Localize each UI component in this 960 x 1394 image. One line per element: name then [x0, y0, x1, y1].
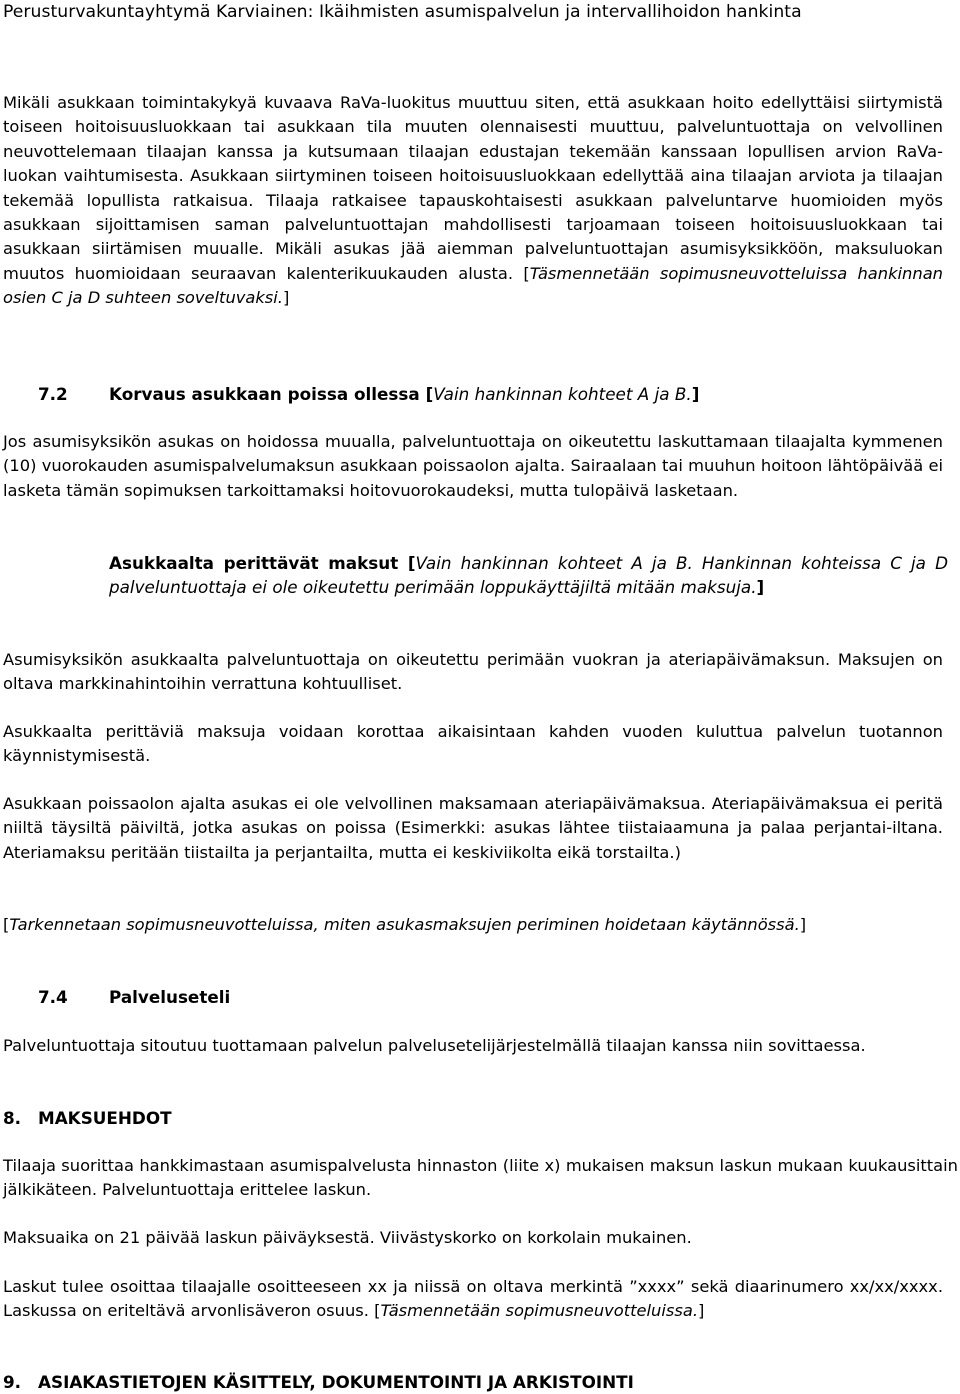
section-heading-7-2	[38, 382, 948, 406]
paragraph-text: Asukkaan poissaolon ajalta asukas ei ole velvollinen maksamaan ateriapäivämaksua. Ateriapäivämaksua ei peritä niiltä täysiltä päiviltä, jotka asukas on poissa (Esimerkki: asukas lähtee tiistaiaamuna ja palaa perjantai-iltana. Ateriamaksu peritään tiistailta ja perjantailta, mutta ei keskiviikolta eikä torstailta.)	[3, 794, 943, 862]
section-heading-7-4	[38, 985, 948, 1009]
paragraph-absence-compensation	[3, 430, 943, 503]
section-title-italic: Vain hankinnan kohteet A ja B.	[433, 384, 692, 404]
bracket-open: [	[3, 915, 10, 934]
bracket-close: ]	[756, 577, 765, 598]
section-title: Asukkaalta perittävät maksut [	[109, 553, 416, 573]
header-title: Perusturvakuntayhtymä Karviainen: Ikäihmisten asumispalvelun ja intervallihoidon hankinta	[3, 2, 802, 22]
bracket-close: ]	[283, 288, 290, 308]
paragraph-payment-terms	[3, 1154, 958, 1203]
paragraph-text: Mikäli asukkaan toimintakykyä kuvaava RaVa-luokitus muuttuu siten, että asukkaan hoito edellyttäisi siirtymistä toiseen hoitoisuusluokkaan tai asukkaan tila muuten olennaisesti muuttuu, palveluntuottaja on velvollinen neuvottelemaan tilaajan kanssa ja kutsumaan tilaajan edustajan tekemään kanssaan lopullisen arvion RaVa-luokan vaihtumisesta. Asukkaan siirtyminen toiseen hoitoisuusluokkaan edellyttää aina tilaajan arviota ja tilaajan tekemää lopullista ratkaisua. Tilaaja ratkaisee tapauskohtaisesti asukkaan palveluntarve huomioiden myös asukkaan sijoittamisen saman palveluntuottajan mahdollisesti tarjoamaan toiseen hoitoisuusluokkaan tai asukkaan siirtämisen muualle. Mikäli asukas jää aiemman palveluntuottajan asumisyksikköön, maksuluokan muutos huomioidaan seuraavan kalenterikuukauden alusta. [	[3, 93, 943, 283]
bracket-close: ]	[698, 1301, 705, 1321]
paragraph-text: Asumisyksikön asukkaalta palveluntuottaja on oikeutettu perimään vuokran ja ateriapäivämaksun. Maksujen on oltava markkinahintoihin verrattuna kohtuulliset.	[3, 650, 943, 694]
paragraph-invoice-address	[3, 1275, 943, 1324]
paragraph-text: Tilaaja suorittaa hankkimastaan asumispalvelusta hinnaston (liite x) mukaisen maksun laskun mukaan kuukausittain jälkikäteen. Palveluntuottaja erittelee laskun.	[3, 1156, 958, 1200]
paragraph-payment-time	[3, 1226, 943, 1250]
section-title: MAKSUEHDOT	[38, 1108, 172, 1128]
document-header	[3, 2, 955, 22]
paragraph-fee-increase	[3, 720, 943, 769]
paragraph-text: Laskut tulee osoittaa tilaajalle osoitteeseen xx ja niissä on oltava merkintä ”xxxx” sekä diaarinumero xx/xx/xxxx. Laskussa on eriteltävä arvonlisäveron osuus. [	[3, 1277, 943, 1321]
section-title-italic: Vain hankinnan kohteet A ja B. Hankinnan kohteissa C ja D palveluntuottaja ei ole oikeutettu perimään loppukäyttäjiltä mitään maksuja.	[109, 553, 948, 598]
section-number	[38, 551, 109, 575]
section-title: Korvaus asukkaan poissa ollessa [	[109, 384, 434, 404]
section-number: 7.4	[38, 987, 68, 1007]
paragraph-text: Jos asumisyksikön asukas on hoidossa muualla, palveluntuottaja on oikeutettu laskuttamaan tilaajalta kymmenen (10) vuorokauden asumispalvelumaksun asukkaan poissaolon ajalta. Sairaalaan tai muuhun hoitoon lähtöpäivää ei lasketa tämän sopimuksen tarkoittamaksi hoitovuorokaudeksi, mutta tulopäivä lasketaan.	[3, 432, 943, 500]
paragraph-italic-note: Tarkennetaan sopimusneuvotteluissa, miten asukasmaksujen periminen hoidetaan käytännössä.	[9, 915, 800, 934]
section-heading-8	[3, 1106, 913, 1130]
bracket-close: ]	[691, 384, 700, 404]
section-number: 7.2	[38, 384, 68, 404]
section-number: 8.	[3, 1108, 22, 1128]
paragraph-negotiation-note	[3, 913, 943, 937]
paragraph-italic-note: Täsmennetään sopimusneuvotteluissa hankinnan osien C ja D suhteen soveltuvaksi.	[3, 263, 943, 308]
section-number: 9.	[3, 1372, 22, 1392]
paragraph-text: Maksuaika on 21 päivää laskun päiväyksestä. Viivästyskorko on korkolain mukainen.	[3, 1228, 692, 1247]
bracket-close: ]	[799, 915, 807, 934]
section-title: ASIAKASTIETOJEN KÄSITTELY, DOKUMENTOINTI JA ARKISTOINTI	[38, 1372, 634, 1392]
paragraph-absence-meal-fee	[3, 792, 943, 865]
section-heading-7-3	[38, 551, 948, 600]
paragraph-text: Palveluntuottaja sitoutuu tuottamaan palvelun palvelusetelijärjestelmällä tilaajan kanssa niin sovittaessa.	[3, 1036, 866, 1055]
paragraph-italic-note: Täsmennetään sopimusneuvotteluissa.	[380, 1301, 699, 1321]
paragraph-rava-classification	[3, 91, 943, 311]
section-title: Palveluseteli	[109, 987, 231, 1007]
paragraph-service-voucher	[3, 1034, 943, 1058]
paragraph-rent-meal-fee	[3, 648, 943, 697]
section-heading-9	[3, 1370, 913, 1394]
paragraph-text: Asukkaalta perittäviä maksuja voidaan korottaa aikaisintaan kahden vuoden kuluttua palvelun tuotannon käynnistymisestä.	[3, 722, 943, 766]
